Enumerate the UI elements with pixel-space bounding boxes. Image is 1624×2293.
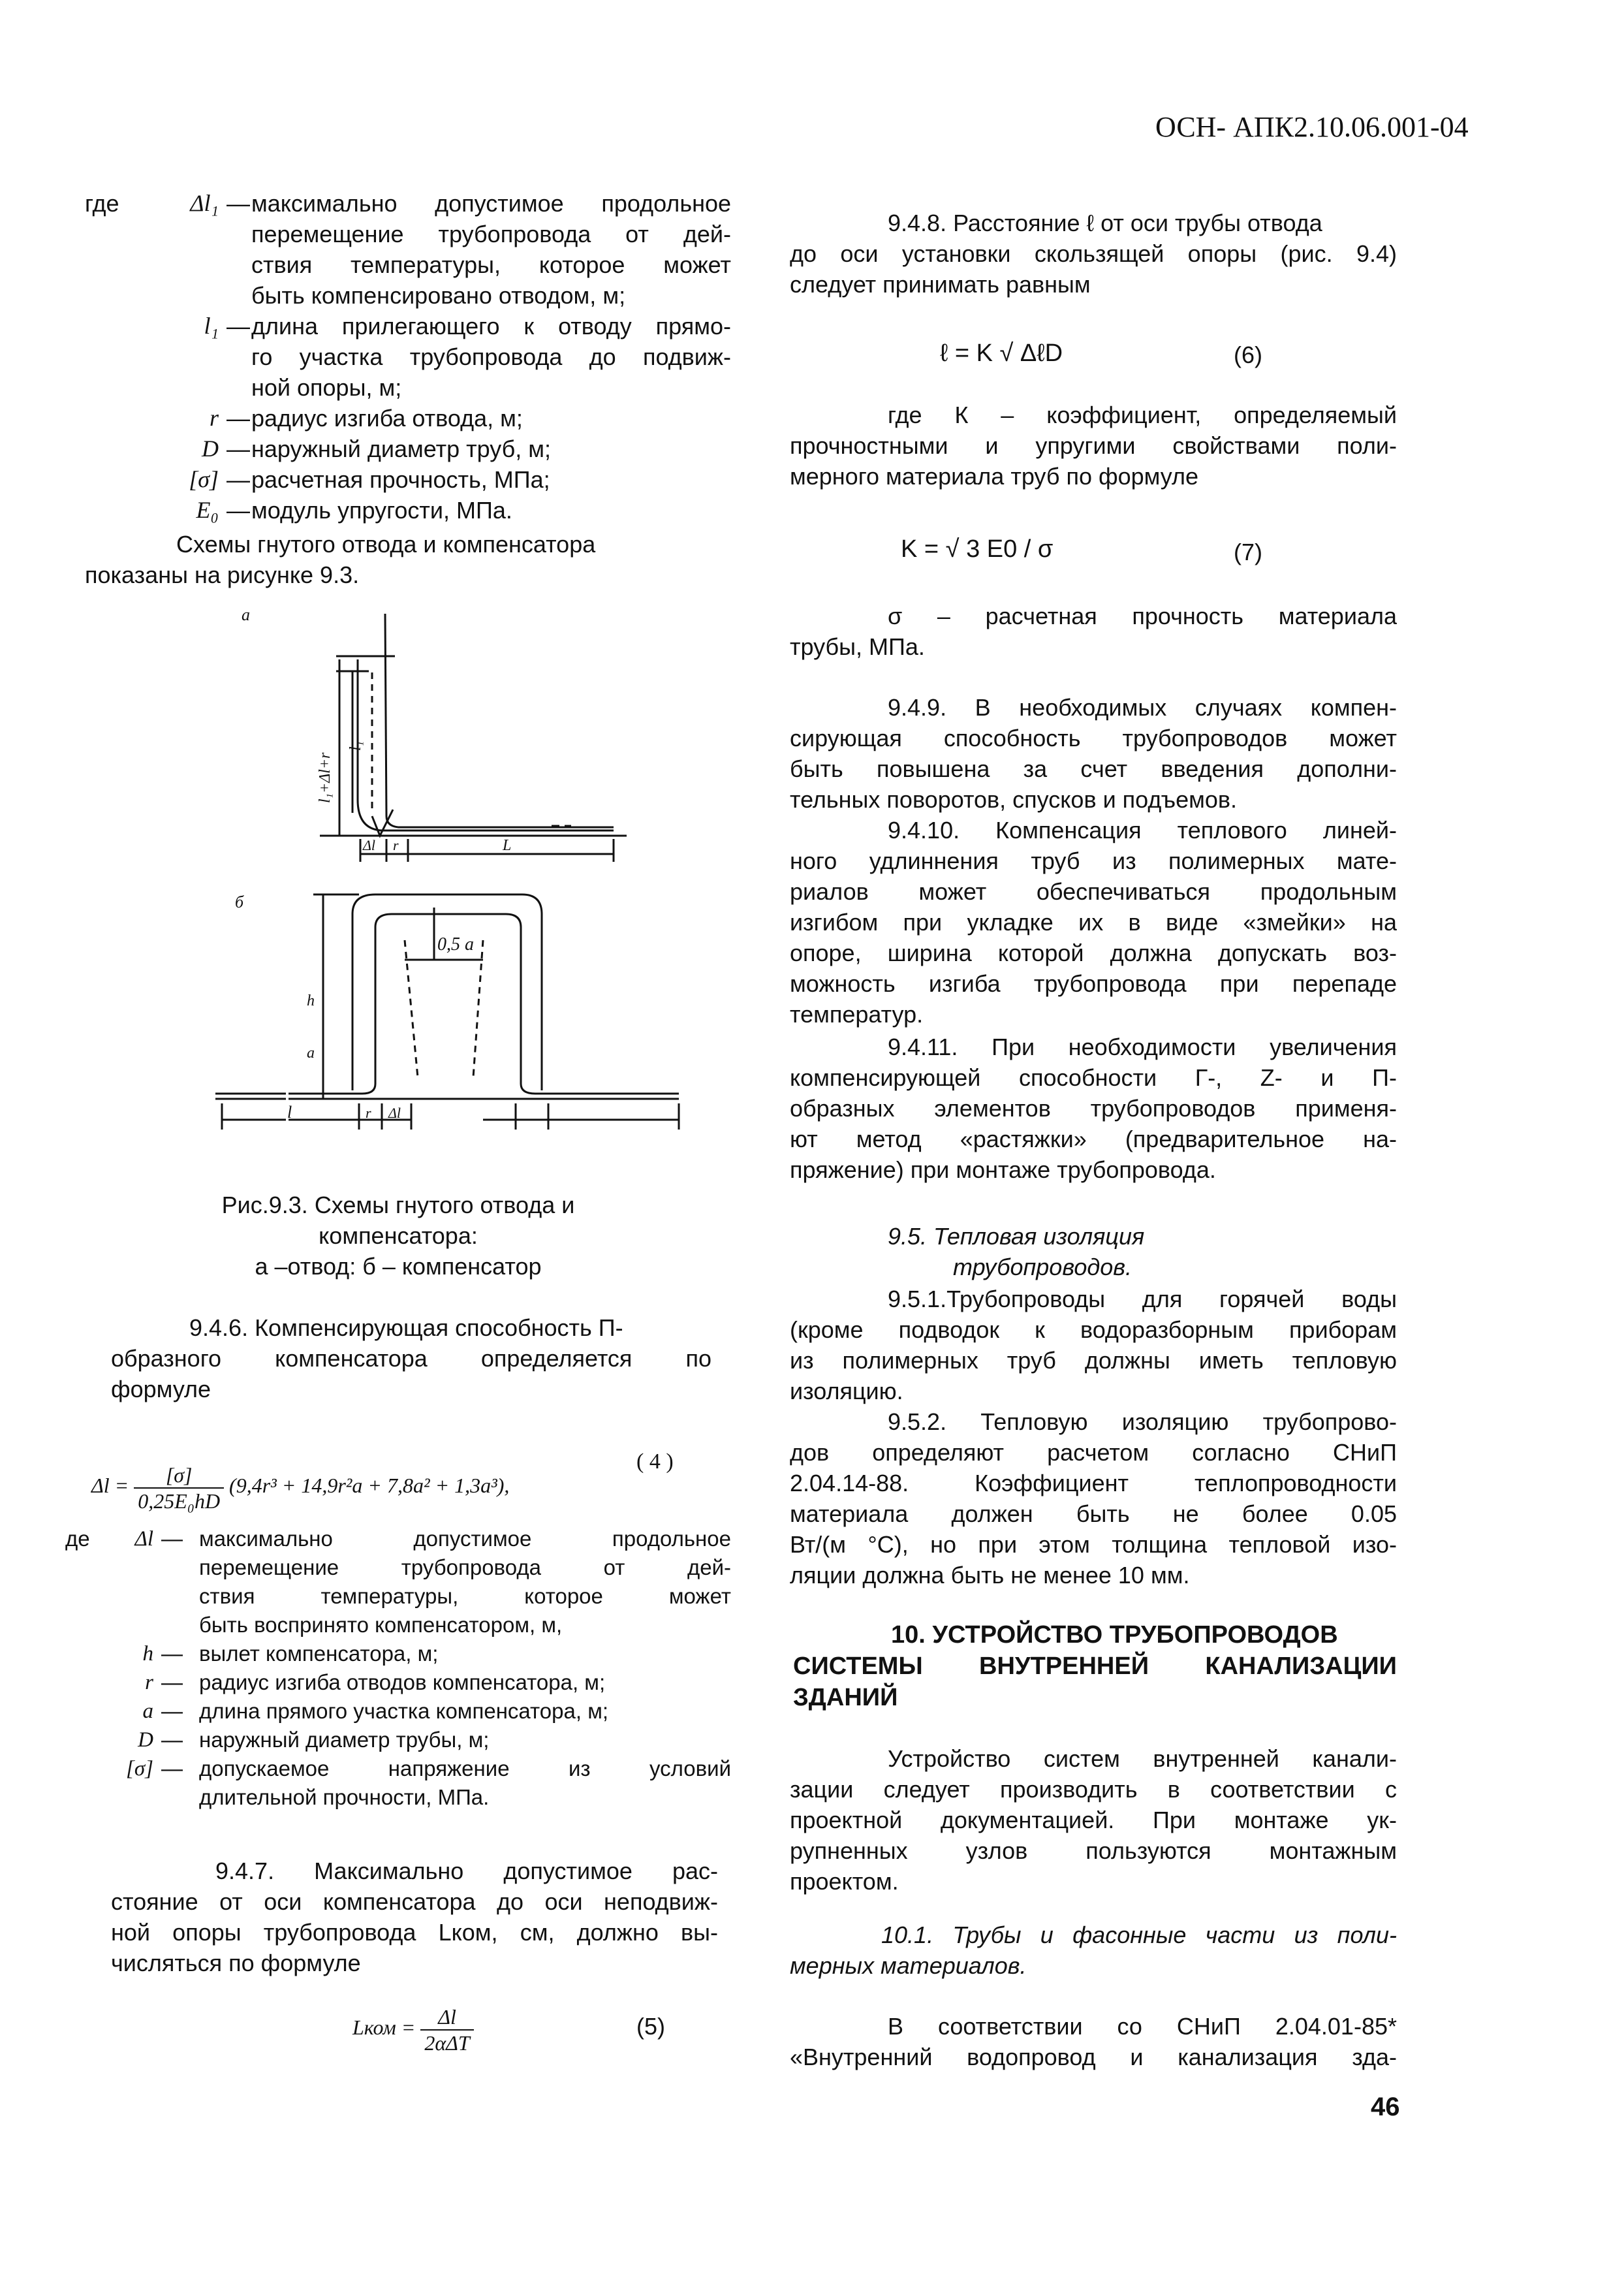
paragraph-9-4-7: 9.4.7. Максимально допустимое рас- стояние от оси компенсатора до оси неподвиж- ной опоры трубопровода Lком, см, должно вы- числяться по формуле xyxy=(111,1858,718,1976)
definition-line: го участка трубопровода до подвиж- xyxy=(251,343,731,370)
definition-symbol: a xyxy=(142,1700,153,1723)
label-b-r: r xyxy=(366,1105,371,1121)
where-label: де xyxy=(65,1526,90,1551)
definition-line: радиус изгиба отвода, м; xyxy=(251,405,523,432)
bend-outer-pipe-line xyxy=(385,614,386,816)
definition-line: допускаемое напряжение из условий xyxy=(199,1756,731,1780)
definition-text xyxy=(199,1697,731,1726)
definitions-block-2 xyxy=(65,1525,731,1851)
definition-text xyxy=(199,1639,731,1668)
schemes-intro: Схемы гнутого отвода и компенсатора показаны на рисунке 9.3. xyxy=(85,531,596,588)
paragraph-9-4-9: 9.4.9. В необходимых случаях компен- сирующая способность трубопроводов может быть повышена за счет введения дополни- тельных поворотов, спусков и подъемов. xyxy=(790,694,1397,813)
definition-line: перемещение трубопровода от дей- xyxy=(251,221,731,247)
definition-line: длительной прочности, МПа. xyxy=(199,1785,490,1809)
section-9-5-title: 9.5. Тепловая изоляция трубопроводов. xyxy=(888,1223,1145,1280)
definition-line: наружный диаметр трубы, м; xyxy=(199,1728,490,1752)
definition-line: максимально допустимое продольное xyxy=(199,1526,731,1551)
paragraph-9-4-8: 9.4.8. Расстояние ℓ от оси трубы отвода до оси установки скользящей опоры (рис. 9.4) следует принимать равным xyxy=(790,210,1397,298)
definition-symbol: Δl₁ xyxy=(190,190,219,216)
definition-dash: — xyxy=(226,313,250,340)
definition-text xyxy=(199,1726,731,1754)
paragraph-9-5-1: 9.5.1.Трубопроводы для горячей воды (кроме подводок к водоразборным приборам из полимерных труб должны иметь тепловую изоляцию. xyxy=(790,1286,1397,1404)
definition-text xyxy=(251,311,731,403)
definition-dash: — xyxy=(161,1756,183,1780)
document-code: ОСН- АПК2.10.06.001-04 xyxy=(1155,111,1469,143)
definition-text xyxy=(251,188,731,311)
paragraph-9-4-6: 9.4.6. Компенсирующая способность П- образного компенсатора определяется по формуле xyxy=(111,1314,711,1402)
definition-line: модуль упругости, МПа. xyxy=(251,497,512,524)
label-a-dl: Δl xyxy=(363,837,376,853)
formula-6: ℓ = K √ ΔℓD xyxy=(940,340,1063,367)
paragraph-10-1: В соответствии со СНиП 2.04.01-85* «Внутренний водопровод и канализация зда- xyxy=(790,2013,1397,2070)
definition-symbol: D xyxy=(138,1728,153,1752)
paragraph-sigma: σ – расчетная прочность материала трубы, МПа. xyxy=(790,603,1397,660)
formula-4: Δl = $\frac{[\sigma]}{\text{0,25E₀hD}}$ (9,4r³ + 14,9r²a + 7,8a² + 1,3a³), xyxy=(91,1463,510,1513)
definitions-block-1 xyxy=(85,188,731,528)
paragraph-10-intro: Устройство систем внутренней канали- зации следует производить в соответствии с проектной документацией. При монтаже ук- рупненных узлов пользуются монтажным проектом. xyxy=(790,1745,1397,1895)
definition-text xyxy=(251,434,731,464)
page-number: 46 xyxy=(1371,2093,1400,2121)
label-a-L: L xyxy=(503,837,512,854)
definition-symbol: [σ] xyxy=(189,466,219,492)
definition-text xyxy=(199,1754,731,1812)
definition-line: быть компенсировано отводом, м; xyxy=(251,282,626,309)
definition-dash: — xyxy=(161,1699,183,1723)
definition-symbol: D xyxy=(202,435,219,462)
bend-inner-arc xyxy=(358,800,382,830)
formula-7: K = √ 3 E0 / σ xyxy=(901,535,1054,563)
definition-line: ствия температуры, которое может xyxy=(251,251,731,278)
figure-caption: Рис.9.3. Схемы гнутого отвода и компенсатора: а –отвод: б – компенсатор xyxy=(221,1192,575,1280)
bend-tick-mark xyxy=(372,810,393,836)
definition-line: перемещение трубопровода от дей- xyxy=(199,1555,731,1579)
definition-dash: — xyxy=(161,1526,183,1551)
definition-dash: — xyxy=(226,190,250,217)
formula-5-number: (5) xyxy=(636,2013,665,2040)
definition-symbol: [σ] xyxy=(126,1757,153,1780)
definition-dash: — xyxy=(226,497,250,524)
definition-symbol: Δl xyxy=(134,1527,153,1551)
definition-line: вылет компенсатора, м; xyxy=(199,1641,439,1666)
definition-text xyxy=(251,464,731,495)
formula-4-number: ( 4 ) xyxy=(636,1449,674,1474)
definition-symbol: l₁ xyxy=(204,313,219,339)
definition-line: длина прямого участка компенсатора, м; xyxy=(199,1699,609,1723)
definition-symbol: E₀ xyxy=(196,497,219,523)
definition-symbol: r xyxy=(145,1671,153,1694)
definition-symbol: r xyxy=(209,405,219,431)
paragraph-9-4-11: 9.4.11. При необходимости увеличения компенсирующей способности Г-, Z- и П- образных элементов трубопроводов применя- ют метод «растяжки» (предварительное на- пряжение) при монтаже трубопровода. xyxy=(790,1034,1397,1183)
section-10-1-title: 10.1. Трубы и фасонные части из поли- мерных материалов. xyxy=(790,1921,1397,1979)
label-a-r: r xyxy=(393,837,399,853)
definition-line: ной опоры, м; xyxy=(251,374,402,401)
paragraph-9-4-10: 9.4.10. Компенсация теплового линей- ного удлиннения труб из полимерных мате- риалов может обеспечиваться продольным изгибом при укладке их в виде «змейки» на опоре, ширина которой должна допускать воз- можность изгиба трубопровода при перепаде температур. xyxy=(790,817,1397,1028)
figure-label-b: б xyxy=(235,893,244,911)
definition-text xyxy=(251,495,731,526)
definition-text xyxy=(199,1525,731,1639)
definition-dash: — xyxy=(161,1641,183,1666)
definition-text xyxy=(251,403,731,434)
definition-line: наружный диаметр труб, м; xyxy=(251,435,551,462)
paragraph-9-4-8-coef: где К – коэффициент, определяемый прочностными и упругими свойствами поли- мерного материала труб по формуле xyxy=(790,402,1397,490)
where-label: где xyxy=(85,190,119,217)
definition-dash: — xyxy=(161,1728,183,1752)
label-b-a: a xyxy=(307,1045,315,1062)
definition-dash: — xyxy=(161,1670,183,1694)
formula-6-number: (6) xyxy=(1234,341,1262,368)
definition-line: длина прилегающего к отводу прямо- xyxy=(251,313,731,340)
section-10-title: 10. УСТРОЙСТВО ТРУБОПРОВОДОВ СИСТЕМЫ ВНУТРЕННЕЙ КАНАЛИЗАЦИИ ЗДАНИЙ xyxy=(793,1621,1397,1711)
figure-label-a: а xyxy=(242,605,250,624)
label-b-half: 0,5 a xyxy=(437,934,474,955)
formula-7-number: (7) xyxy=(1234,539,1262,565)
label-b-l: l xyxy=(287,1103,292,1122)
formula-5: Lком = $\frac{\Delta l}{\text{2αΔT}}$ xyxy=(352,2004,474,2055)
paragraph-9-5-2: 9.5.2. Тепловую изоляцию трубопрово- дов определяют расчетом согласно СНиП 2.04.14-88. Коэффициент теплопроводности материала должен быть не более 0.05 Вт/(м °С), но при этом толщина тепловой изо- ляции должна быть не менее 10 мм. xyxy=(790,1408,1397,1589)
label-b-h: h xyxy=(307,992,315,1009)
definition-dash: — xyxy=(226,466,250,493)
definition-line: максимально допустимое продольное xyxy=(251,190,731,217)
definition-line: радиус изгиба отводов компенсатора, м; xyxy=(199,1670,606,1694)
definition-line: быть воспринято компенсатором, м, xyxy=(199,1613,563,1637)
label-b-dl: Δl xyxy=(388,1105,401,1121)
label-a-dim-left: l₁+Δl+r xyxy=(317,752,334,803)
label-a-dim-mid: l₁ xyxy=(347,740,364,751)
definition-line: расчетная прочность, МПа; xyxy=(251,466,550,493)
definition-symbol: h xyxy=(142,1642,153,1666)
definition-text xyxy=(199,1668,731,1697)
definition-line: ствия температуры, которое может xyxy=(199,1584,731,1608)
definition-dash: — xyxy=(226,405,250,432)
definition-dash: — xyxy=(226,435,250,462)
figure-9-3 xyxy=(209,588,705,1162)
